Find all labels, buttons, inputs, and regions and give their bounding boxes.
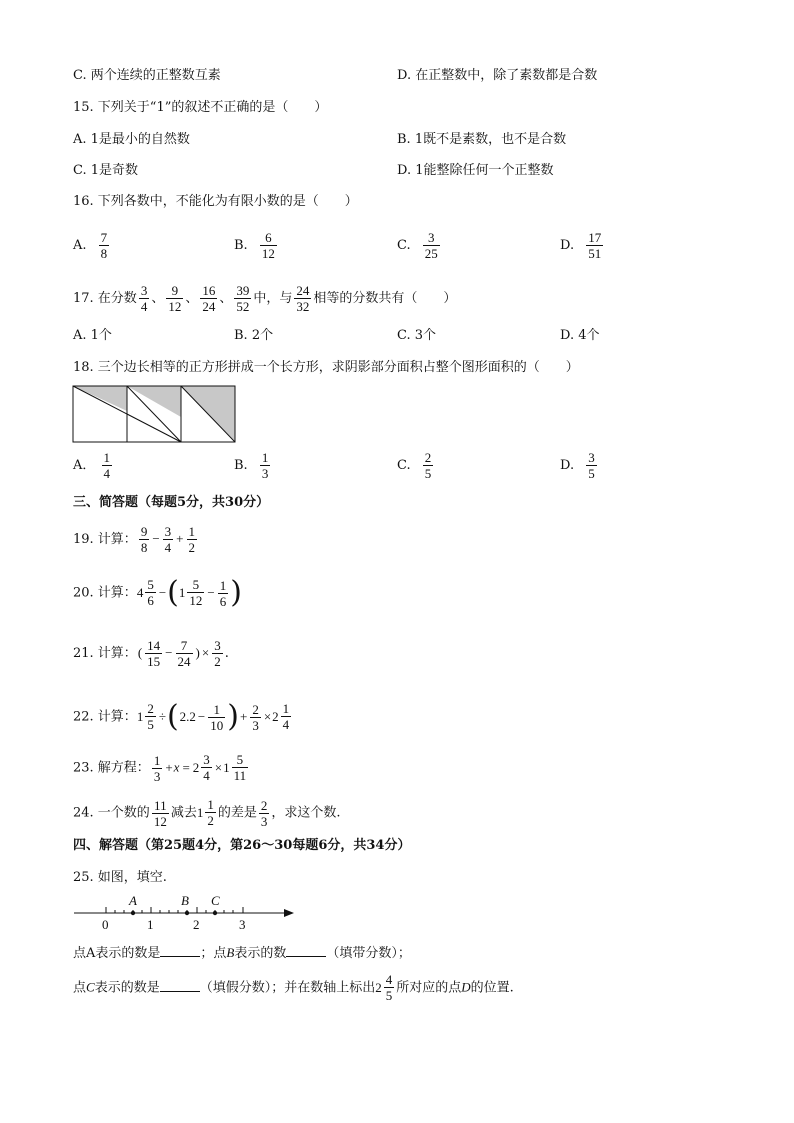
number-line [70, 892, 300, 932]
q18-option-b: B. $\frac{1}{3}$ [234, 450, 269, 481]
q15-stem: 15. 下列关于“1”的叙述不正确的是（ ） [73, 100, 328, 115]
label-c: C [211, 893, 220, 908]
q15-option-a: A. 1是最小的自然数 [73, 132, 190, 147]
label-a: A [129, 893, 137, 908]
answer-blank-c[interactable] [160, 979, 200, 992]
q16-option-b: B. $\frac{6}{12}$ [234, 230, 275, 261]
answer-blank-b[interactable] [286, 944, 326, 957]
tick-3: 3 [239, 917, 246, 932]
q18-option-d: D. $\frac{3}{5}$ [560, 450, 595, 481]
tick-1: 1 [147, 917, 154, 932]
arrow-head [284, 909, 294, 917]
q18-option-a: A． $\frac{1}{4}$ [73, 450, 111, 481]
q25-line2: 点C表示的数是 （填假分数）；并在数轴上标出 2 $\frac{4}{5}$ 所对应的点D的位置. [73, 972, 514, 1003]
q17-option-a: A. 1个 [73, 328, 112, 343]
point-c [213, 911, 217, 915]
q14-option-d: D. 在正整数中，除了素数都是合数 [397, 68, 598, 83]
point-b [185, 911, 189, 915]
q20: 20. 计算： 4 $\frac{5}{6}$ −( 1 $\frac{5}{12}$ − $\frac{1}{6}$ ) [73, 575, 242, 610]
q16-option-d: D. $\frac{17}{51}$ [560, 230, 602, 261]
tick-0: 0 [102, 917, 109, 932]
three-squares-figure [72, 385, 237, 443]
q15-option-d: D. 1能整除任何一个正整数 [397, 163, 554, 178]
q19: 19. 计算： $\frac{9}{8}$ − $\frac{3}{4}$ + $\frac{1}{2}$ [73, 524, 195, 555]
q25-stem: 25. 如图，填空. [73, 870, 167, 885]
answer-blank-a[interactable] [160, 944, 200, 957]
q17-option-d: D. 4个 [560, 328, 600, 343]
q22: 22. 计算： 1 $\frac{2}{5}$ ÷(2.2 − $\frac{1}{10}$ )+ $\frac{2}{3}$ × 2 $\frac{1}{4}$ [73, 699, 290, 734]
section-4-title: 四、解答题（第25题4分，第26～30每题6分，共34分） [73, 838, 411, 853]
q16-option-c: C. $\frac{3}{25}$ [397, 230, 438, 261]
q18-option-c: C. $\frac{2}{5}$ [397, 450, 432, 481]
q25-line1: 点A表示的数是 ；点B表示的数 （填带分数）； [73, 945, 411, 961]
section-3-title: 三、简答题（每题5分，共30分） [73, 495, 270, 510]
q23: 23. 解方程： $\frac{1}{3}$ +x = 2 $\frac{3}{4}$ × 1 $\frac{5}{11}$ [73, 752, 247, 784]
q17-option-c: C. 3个 [397, 328, 437, 343]
q16-stem: 16. 下列各数中，不能化为有限小数的是（ ） [73, 194, 358, 209]
tick-2: 2 [193, 917, 200, 932]
shade-2 [127, 386, 181, 417]
q14-option-c: C. 两个连续的正整数互素 [73, 68, 221, 83]
q21: 21. 计算：( $\frac{14}{15}$ − $\frac{7}{24}$ ) × $\frac{3}{2}$ . [73, 638, 229, 669]
point-a [131, 911, 135, 915]
label-b: B [181, 893, 189, 908]
q17-option-b: B. 2个 [234, 328, 274, 343]
q15-option-c: C. 1是奇数 [73, 163, 139, 178]
q18-stem: 18. 三个边长相等的正方形拼成一个长方形，求阴影部分面积占整个图形面积的（ ） [73, 360, 579, 375]
q17-stem: 17. 在分数 $\frac{3}{4}$ 、 $\frac{9}{12}$ 、 $\frac{16}{24}$ 、 $\frac{39}{52}$ 中，与 $\frac{24}{32}$ 相等的分数共有（ ） [73, 283, 457, 314]
q15-option-b: B. 1既不是素数，也不是合数 [397, 132, 567, 147]
q16-option-a: A. $\frac{7}{8}$ [73, 230, 108, 261]
q24: 24. 一个数的 $\frac{11}{12}$ 减去 1 $\frac{1}{2}$ 的差是 $\frac{2}{3}$ ，求这个数. [73, 797, 341, 829]
